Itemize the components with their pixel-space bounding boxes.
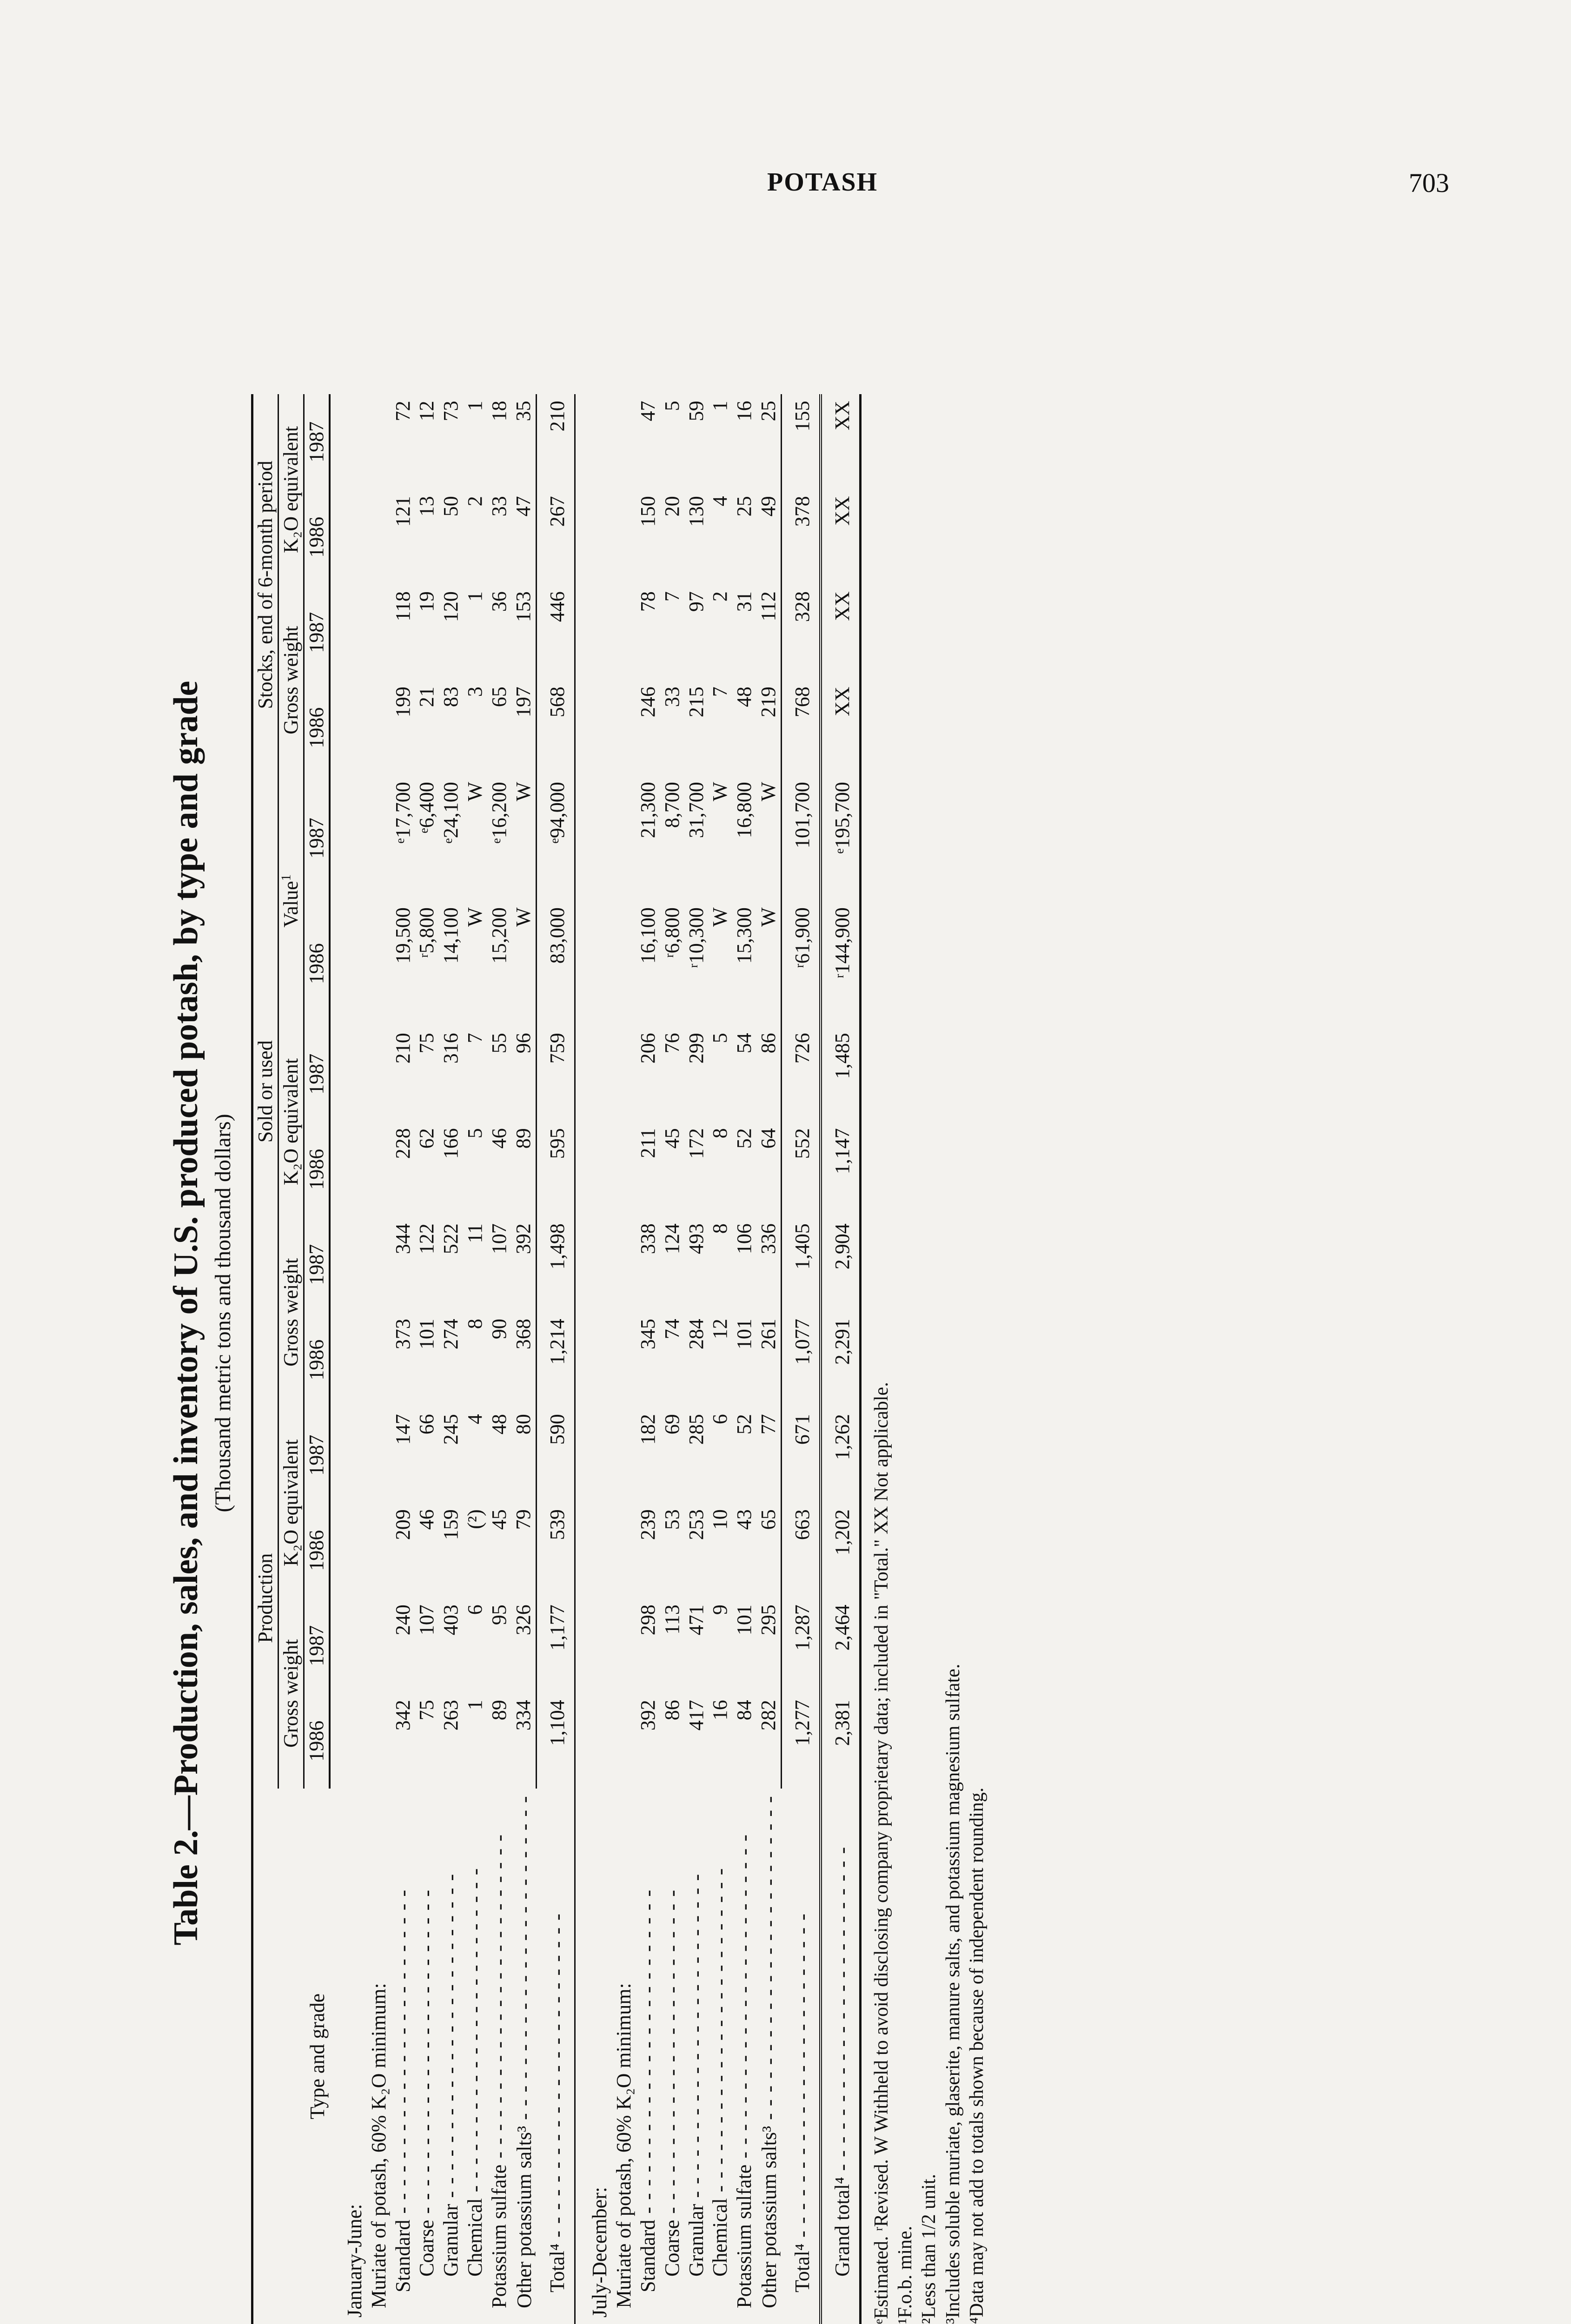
table-cell: 8 — [709, 1128, 732, 1139]
table-cell: ʳ144,900 — [821, 901, 860, 1026]
table-cell: 663 — [782, 1503, 821, 1598]
table-cell: 16 — [733, 401, 756, 422]
table-cell: 299 — [684, 1033, 708, 1064]
table-cell: 147 — [391, 1414, 414, 1445]
table-cell: 7 — [660, 591, 683, 602]
year-1986: 1986 — [304, 489, 329, 585]
table-cell: 19 — [415, 591, 438, 612]
page-header — [0, 167, 1571, 209]
footnote-1: ¹F.o.b. mine. — [895, 2225, 916, 2324]
table-cell: 72 — [391, 401, 414, 422]
table-cell: 74 — [660, 1319, 683, 1340]
table-cell: 97 — [684, 591, 708, 612]
header-stocks-gross: Gross weight — [278, 585, 304, 775]
table-cell: 15,200 — [488, 907, 511, 964]
rotated-table-block — [163, 209, 1093, 2324]
year-1986: 1986 — [304, 901, 329, 1026]
table-cell: ʳ5,800 — [415, 907, 438, 958]
table-cell: 159 — [439, 1509, 463, 1540]
section-july-december: July-December: — [588, 2187, 611, 2317]
table-cell: 267 — [536, 489, 575, 585]
table-cell: 10 — [709, 1509, 732, 1530]
table-cell: W — [757, 782, 780, 801]
row-label: Total⁴ - - - — [536, 1789, 575, 2324]
table-cell: 12 — [415, 401, 438, 422]
table-cell: 21 — [415, 687, 438, 707]
table-cell: 239 — [636, 1509, 659, 1540]
table-row — [415, 394, 439, 2324]
table-cell: ʳ61,900 — [782, 901, 821, 1026]
table-cell: 75 — [415, 1033, 438, 1054]
header-production: Production — [252, 1407, 278, 1789]
table-cell: 274 — [439, 1319, 463, 1350]
footnote-2: ²Less than 1/2 unit. — [918, 2174, 940, 2324]
table-cell: 25 — [757, 401, 780, 422]
table-cell: 5 — [709, 1033, 732, 1043]
table-cell: 46 — [415, 1509, 438, 1530]
table-cell: 54 — [733, 1033, 756, 1054]
table-cell: 4 — [464, 1414, 487, 1425]
table-cell: 120 — [439, 591, 463, 622]
table-row — [391, 394, 415, 2324]
table-cell: 1,177 — [536, 1598, 575, 1693]
footnote-4: ⁴Data may not add to totals shown because of independent rounding. — [966, 1787, 988, 2324]
year-1987: 1987 — [304, 1026, 329, 1122]
table-cell: 75 — [415, 1700, 438, 1721]
table-cell: 150 — [636, 496, 659, 527]
table-cell: 18 — [488, 401, 511, 422]
table-cell: 245 — [439, 1414, 463, 1445]
table-cell: 7 — [464, 1033, 487, 1043]
table-cell: 118 — [391, 591, 414, 621]
table-row-grand-total — [821, 394, 860, 2324]
table-cell: 84 — [733, 1700, 756, 1721]
table-cell: 33 — [660, 687, 683, 707]
table-cell: 1,277 — [782, 1693, 821, 1789]
table-cell: 48 — [733, 687, 756, 707]
table-cell: 338 — [636, 1223, 659, 1254]
table-cell: 253 — [684, 1509, 708, 1540]
table-cell: 1,202 — [821, 1503, 860, 1598]
potash-table — [251, 394, 862, 2324]
table-cell: W — [512, 907, 535, 927]
table-cell: 1,077 — [782, 1312, 821, 1407]
row-label: Coarse - - - — [415, 1789, 439, 2324]
table-cell: 55 — [488, 1033, 511, 1054]
table-cell: 522 — [439, 1223, 463, 1254]
table-cell: 316 — [439, 1033, 463, 1064]
table-cell: 13 — [415, 496, 438, 517]
table-cell: 334 — [512, 1700, 535, 1731]
table-cell: 77 — [757, 1414, 780, 1435]
table-row — [439, 394, 463, 2324]
table-cell: W — [512, 782, 535, 801]
table-cell: 124 — [660, 1223, 683, 1254]
table-title: Table 2.—Production, sales, and inventory of U.S. produced potash, by type and grade — [167, 680, 205, 1946]
table-cell: 31 — [733, 591, 756, 612]
row-label: Chemical - - - — [463, 1789, 487, 2324]
table-cell: 172 — [684, 1128, 708, 1159]
table-cell: 14,100 — [439, 907, 463, 964]
table-row — [487, 394, 511, 2324]
table-cell: 96 — [512, 1033, 535, 1054]
table-cell: 78 — [636, 591, 659, 612]
table-cell: 66 — [415, 1414, 438, 1435]
table-cell: 1,104 — [536, 1693, 575, 1789]
table-cell: 12 — [709, 1319, 732, 1340]
row-label: Standard - - - — [636, 1789, 660, 2324]
table-cell: XX — [821, 489, 860, 585]
table-cell: 336 — [757, 1223, 780, 1254]
table-cell: W — [709, 782, 732, 801]
year-1987: 1987 — [304, 775, 329, 901]
table-cell: 2,464 — [821, 1598, 860, 1693]
header-sold-gross: Gross weight — [278, 1217, 304, 1407]
table-cell: 1,214 — [536, 1312, 575, 1407]
row-label: Coarse - - - — [660, 1789, 684, 2324]
table-cell: 89 — [512, 1128, 535, 1149]
table-cell: 106 — [733, 1223, 756, 1254]
table-row — [732, 394, 756, 2324]
table-cell: 50 — [439, 496, 463, 517]
table-cell: 21,300 — [636, 782, 659, 838]
table-cell: 130 — [684, 496, 708, 527]
table-cell: 112 — [757, 591, 780, 621]
table-cell: W — [464, 782, 487, 801]
table-cell: 101,700 — [782, 775, 821, 901]
section-jan-june: January-June: — [343, 2204, 366, 2317]
row-label: Chemical - - - — [708, 1789, 732, 2324]
table-cell: 215 — [684, 687, 708, 718]
table-cell: 228 — [391, 1128, 414, 1159]
table-cell: 2,904 — [821, 1217, 860, 1312]
table-cell: 65 — [488, 687, 511, 707]
table-cell: 446 — [536, 585, 575, 680]
table-cell: 246 — [636, 687, 659, 718]
table-cell: 52 — [733, 1128, 756, 1149]
table-cell: 298 — [636, 1604, 659, 1636]
table-cell: 59 — [684, 401, 708, 422]
table-cell: 3 — [464, 687, 487, 697]
table-cell: 101 — [733, 1604, 756, 1636]
table-cell: 62 — [415, 1128, 438, 1149]
table-cell: 53 — [660, 1509, 683, 1530]
table-cell: 373 — [391, 1319, 414, 1350]
table-cell: 590 — [536, 1407, 575, 1503]
table-cell: 86 — [757, 1033, 780, 1054]
table-cell: 49 — [757, 496, 780, 517]
table-cell: 219 — [757, 687, 780, 718]
table-cell: 240 — [391, 1604, 414, 1636]
table-cell: 759 — [536, 1026, 575, 1122]
table-cell: ᵉ17,700 — [391, 782, 414, 844]
table-cell: 16,100 — [636, 907, 659, 964]
table-cell: 342 — [391, 1700, 414, 1731]
table-cell: 76 — [660, 1033, 683, 1054]
table-row — [463, 394, 487, 2324]
table-cell: 86 — [660, 1700, 683, 1721]
table-row — [660, 394, 684, 2324]
table-cell: 568 — [536, 680, 575, 775]
table-cell: 73 — [439, 401, 463, 422]
year-1987: 1987 — [304, 1407, 329, 1503]
table-cell: 47 — [636, 401, 659, 422]
table-cell: 378 — [782, 489, 821, 585]
table-cell: 25 — [733, 496, 756, 517]
table-cell: 2,291 — [821, 1312, 860, 1407]
table-cell: 595 — [536, 1122, 575, 1217]
table-cell: 210 — [536, 394, 575, 489]
table-cell: 121 — [391, 496, 414, 527]
table-cell: 4 — [709, 496, 732, 507]
table-cell: 31,700 — [684, 782, 708, 838]
header-production-gross: Gross weight — [278, 1598, 304, 1789]
header-sold-or-used: Sold or used — [252, 775, 278, 1407]
table-cell: 1 — [464, 401, 487, 411]
table-cell: 107 — [415, 1604, 438, 1636]
table-cell: 5 — [464, 1128, 487, 1139]
year-1987: 1987 — [304, 585, 329, 680]
header-stocks-k2o: K₂O equivalent — [278, 394, 304, 585]
table-cell: 79 — [512, 1509, 535, 1530]
table-cell: 9 — [709, 1604, 732, 1615]
table-cell: 1,498 — [536, 1217, 575, 1312]
table-cell: 52 — [733, 1414, 756, 1435]
header-sold-k2o: K₂O equivalent — [278, 1026, 304, 1217]
table-cell: 83,000 — [536, 901, 575, 1026]
year-1986: 1986 — [304, 1312, 329, 1407]
table-cell: 33 — [488, 496, 511, 517]
table-cell: 1 — [709, 401, 732, 411]
table-cell: 101 — [733, 1319, 756, 1350]
table-cell: 2 — [464, 496, 487, 507]
table-cell: 403 — [439, 1604, 463, 1636]
table-cell: 2 — [709, 591, 732, 602]
table-cell: ʳ10,300 — [684, 907, 708, 968]
table-cell: 155 — [782, 394, 821, 489]
year-1986: 1986 — [304, 1503, 329, 1598]
table-cell: 671 — [782, 1407, 821, 1503]
table-row — [636, 394, 660, 2324]
table-cell: XX — [821, 394, 860, 489]
table-cell: 6 — [464, 1604, 487, 1615]
table-cell: 328 — [782, 585, 821, 680]
year-1987: 1987 — [304, 1598, 329, 1693]
row-label: Granular - - - — [439, 1789, 463, 2324]
table-row-total — [536, 394, 575, 2324]
year-1986: 1986 — [304, 1693, 329, 1789]
table-cell: 16,800 — [733, 782, 756, 838]
table-cell: 295 — [757, 1604, 780, 1636]
table-row — [756, 394, 781, 2324]
table-cell: 493 — [684, 1223, 708, 1254]
table-row — [684, 394, 709, 2324]
row-label: Potassium sulfate - - - — [732, 1789, 756, 2324]
table-cell: 6 — [709, 1414, 732, 1425]
table-cell: ʳ6,800 — [660, 907, 683, 958]
row-label: Granular - - - — [684, 1789, 709, 2324]
table-cell: ᵉ16,200 — [488, 782, 511, 844]
header-stocks: Stocks, end of 6-month period — [252, 394, 278, 775]
header-production-k2o: K₂O equivalent — [278, 1407, 304, 1598]
table-cell: 5 — [660, 401, 683, 411]
table-cell: W — [709, 907, 732, 927]
table-cell: 263 — [439, 1700, 463, 1731]
table-cell: 1 — [464, 591, 487, 602]
table-cell: W — [464, 907, 487, 927]
table-cell: 392 — [636, 1700, 659, 1731]
table-cell: 539 — [536, 1503, 575, 1598]
table-subtitle: (Thousand metric tons and thousand dollars) — [211, 1114, 235, 1512]
table-cell: 726 — [782, 1026, 821, 1122]
table-cell: W — [757, 907, 780, 927]
table-cell: 392 — [512, 1223, 535, 1254]
table-cell: 107 — [488, 1223, 511, 1254]
table-cell: 182 — [636, 1414, 659, 1445]
table-cell: 16 — [709, 1700, 732, 1721]
row-label: Total⁴ - - - — [782, 1789, 821, 2324]
year-1986: 1986 — [304, 680, 329, 775]
header-type-grade: Type and grade — [252, 1789, 330, 2324]
row-label: Other potassium salts³ - - - — [756, 1789, 781, 2324]
table-cell: 90 — [488, 1319, 511, 1340]
row-label: Other potassium salts³ - - - — [511, 1789, 536, 2324]
table-cell: 261 — [757, 1319, 780, 1350]
table-cell: 285 — [684, 1414, 708, 1445]
table-cell: 113 — [660, 1604, 683, 1635]
table-cell: 69 — [660, 1414, 683, 1435]
table-cell: 45 — [660, 1128, 683, 1149]
table-cell: ᵉ24,100 — [439, 782, 463, 844]
footnote-3: ³Includes soluble muriate, glaserite, manure salts, and potassium magnesium sulfate. — [942, 1664, 964, 2324]
table-cell: 43 — [733, 1509, 756, 1530]
table-cell: 46 — [488, 1128, 511, 1149]
table-cell: 1,287 — [782, 1598, 821, 1693]
year-1987: 1987 — [304, 394, 329, 489]
table-cell: 2,381 — [821, 1693, 860, 1789]
year-1986: 1986 — [304, 1122, 329, 1217]
table-cell: 11 — [464, 1223, 487, 1243]
table-cell: 80 — [512, 1414, 535, 1435]
table-cell: 35 — [512, 401, 535, 422]
table-cell: 1,405 — [782, 1217, 821, 1312]
table-cell: 206 — [636, 1033, 659, 1064]
table-cell: 19,500 — [391, 907, 414, 964]
header-sold-value: Value$^1$ — [278, 775, 304, 1026]
table-cell: 15,300 — [733, 907, 756, 964]
table-cell: 345 — [636, 1319, 659, 1350]
table-cell: 47 — [512, 496, 535, 517]
table-cell: 166 — [439, 1128, 463, 1159]
table-row — [511, 394, 536, 2324]
section-muriate: Muriate of potash, 60% K₂O minimum: — [612, 1983, 635, 2308]
table-cell: 8 — [709, 1223, 732, 1234]
table-cell: 768 — [782, 680, 821, 775]
row-label: Grand total⁴ - - - — [821, 1789, 860, 2324]
table-cell: 83 — [439, 687, 463, 707]
table-cell: 101 — [415, 1319, 438, 1350]
table-cell: 552 — [782, 1122, 821, 1217]
row-label: Potassium sulfate - - - — [487, 1789, 511, 2324]
table-cell: 45 — [488, 1509, 511, 1530]
table-cell: 197 — [512, 687, 535, 718]
table-cell: 199 — [391, 687, 414, 718]
table-row-total — [782, 394, 821, 2324]
table-cell: 282 — [757, 1700, 780, 1731]
table-cell: 64 — [757, 1128, 780, 1149]
table-cell: 153 — [512, 591, 535, 622]
table-cell: 284 — [684, 1319, 708, 1350]
table-cell: 1,485 — [821, 1026, 860, 1122]
table-cell: 209 — [391, 1509, 414, 1540]
table-cell: 368 — [512, 1319, 535, 1350]
table-cell: 211 — [636, 1128, 659, 1158]
table-cell: 122 — [415, 1223, 438, 1254]
table-cell: 8,700 — [660, 782, 683, 828]
table-cell: 89 — [488, 1700, 511, 1721]
table-cell: 48 — [488, 1414, 511, 1435]
running-head: POTASH — [767, 168, 878, 197]
page-number: 703 — [1409, 168, 1449, 198]
table-cell: 8 — [464, 1319, 487, 1329]
table-cell: (²) — [464, 1509, 487, 1529]
table-cell: ᵉ195,700 — [821, 775, 860, 901]
section-muriate: Muriate of potash, 60% K₂O minimum: — [367, 1983, 390, 2308]
footnote-legend: ᵉEstimated. ʳRevised. W Withheld to avoid disclosing company proprietary data; included in "Total." XX Not applicable. — [870, 1382, 892, 2324]
footnotes — [870, 209, 989, 2324]
table-cell: ᵉ6,400 — [415, 782, 438, 833]
table-cell: 1 — [464, 1700, 487, 1710]
table-cell: 65 — [757, 1509, 780, 1530]
table-cell: ᵉ94,000 — [536, 775, 575, 901]
year-1987: 1987 — [304, 1217, 329, 1312]
table-cell: 417 — [684, 1700, 708, 1731]
table-cell: 95 — [488, 1604, 511, 1625]
table-cell: 20 — [660, 496, 683, 517]
table-cell: XX — [821, 585, 860, 680]
table-row — [708, 394, 732, 2324]
table-cell: 1,147 — [821, 1122, 860, 1217]
row-label: Standard - - - — [391, 1789, 415, 2324]
table-cell: 471 — [684, 1604, 708, 1636]
table-cell: 326 — [512, 1604, 535, 1636]
table-cell: 210 — [391, 1033, 414, 1064]
table-cell: 7 — [709, 687, 732, 697]
table-cell: 1,262 — [821, 1407, 860, 1503]
table-cell: XX — [821, 680, 860, 775]
table-cell: 344 — [391, 1223, 414, 1254]
table-cell: 36 — [488, 591, 511, 612]
